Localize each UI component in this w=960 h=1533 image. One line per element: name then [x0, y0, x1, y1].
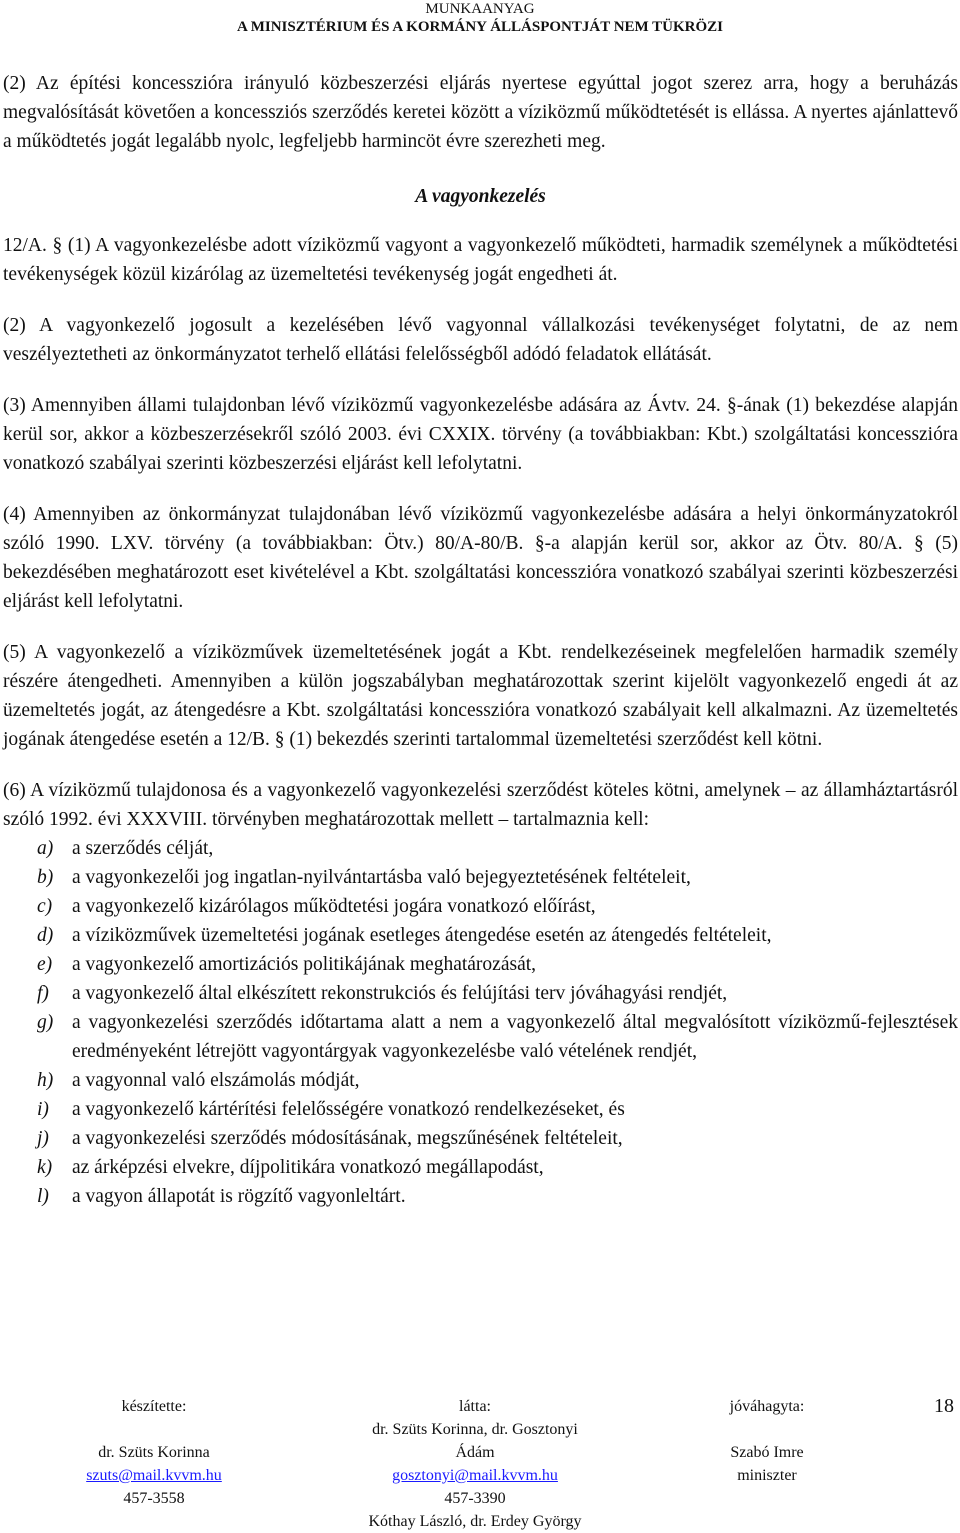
document-body: [3, 69, 958, 1211]
list-item-text: a vagyonkezelő kizárólagos működtetési jogára vonatkozó előírást,: [72, 896, 596, 917]
page-number: 18: [934, 1395, 954, 1417]
prepared-email-link[interactable]: szuts@mail.kvvm.hu: [86, 1467, 222, 1484]
list-item: [3, 979, 958, 1008]
list-item-label: a): [37, 838, 54, 859]
list-item-label: f): [37, 983, 49, 1004]
paragraph-12a-6: (6) A víziközmű tulajdonosa és a vagyonkezelő vagyonkezelési szerződést köteles kötni, amelynek – az államháztartásról szóló 1992. évi XXXVIII. törvényben meghatározottak mellett – tartalmaznia kell:: [3, 780, 958, 830]
approved-name: Szabó Imre: [730, 1444, 804, 1461]
list-item-text: a vagyonkezelő által elkészített rekonstrukciós és felújítási terv jóváhagyási rendjét,: [72, 983, 728, 1004]
prepared-phone: 457-3558: [123, 1490, 185, 1507]
list-item: [3, 950, 958, 979]
list-item-label: e): [37, 954, 53, 975]
header-draft-label: MUNKAANYAG: [425, 1, 535, 17]
list-item: [3, 892, 958, 921]
list-item-text: az árképzési elvekre, díjpolitikára vonatkozó megállapodást,: [72, 1157, 544, 1178]
prepared-title: készítette:: [121, 1398, 187, 1415]
reviewed-names-extra: Kóthay László, dr. Erdey György: [368, 1513, 582, 1530]
paragraph-12a-4: (4) Amennyiben az önkormányzat tulajdonában lévő víziközmű vagyonkezelésbe adására a helyi önkormányzatokról szóló 1990. LXV. törvény (a továbbiakban: Ötv.) 80/A-80/B. §-a alapján kerül sor, akkor az Ötv. 80/A. § (5) bekezdésében meghatározott eset kivételével a Kbt. szolgáltatási koncesszióra vonatkozó szabályai szerinti közbeszerzési eljárást kell lefolytatni.: [3, 504, 958, 612]
paragraph-12a-3: (3) Amennyiben állami tulajdonban lévő víziközmű vagyonkezelésbe adására az Ávtv. 24. §-ának (1) bekezdése alapján kerül sor, akkor a közbeszerzésekről szóló 2003. évi CXXIX. törvény (a továbbiakban: Kbt.) szolgáltatási koncesszióra vonatkozó szabályai szerinti közbeszerzési eljárást kell lefolytatni.: [3, 395, 958, 474]
list-item: [3, 863, 958, 892]
list-item-label: l): [37, 1186, 49, 1207]
list-item: [3, 1124, 958, 1153]
list-item-text: a szerződés célját,: [72, 838, 214, 859]
list-item-text: a vagyonkezelői jog ingatlan-nyilvántartásba való bejegyeztetésének feltételeit,: [72, 867, 691, 888]
list-item-label: h): [37, 1070, 54, 1091]
paragraph-12a-5: (5) A vagyonkezelő a víziközművek üzemeltetésének jogát a Kbt. rendelkezéseinek megfelelően harmadik személy részére átengedheti. Amennyiben a külön jogszabályban meghatározottak szerint kijelölt vagyonkezelő engedi át az üzemeltetés jogát, az átengedésre a Kbt. szolgáltatási koncesszióra vonatkozó szabályait kell alkalmazni. Az üzemeltetés jogának átengedése esetén a 12/B. § (1) bekezdés szerinti tartalommal üzemeltetési szerződést kell kötni.: [3, 642, 958, 750]
list-item-label: d): [37, 925, 54, 946]
list-item-label: j): [37, 1128, 49, 1149]
reviewed-phone: 457-3390: [444, 1490, 506, 1507]
header-disclaimer: A MINISZTÉRIUM ÉS A KORMÁNY ÁLLÁSPONTJÁT NEM TÜKRÖZI: [236, 19, 724, 35]
list-item-text: a vagyonkezelési szerződés módosításának, megszűnésének feltételeit,: [72, 1128, 623, 1149]
paragraph-intro: (2) Az építési koncesszióra irányuló közbeszerzési eljárás nyertese egyúttal jogot szerez arra, hogy a beruházás megvalósítását követően a koncessziós szerződés keretei között a víziközmű működtetését is ellássa. A nyertes ajánlattevő a működtetés jogát legalább nyolc, legfeljebb harmincöt évre szerezheti meg.: [3, 73, 958, 152]
reviewed-names-cont: Ádám: [455, 1444, 495, 1461]
list-item: [3, 834, 958, 863]
reviewed-email-link[interactable]: gosztonyi@mail.kvvm.hu: [392, 1467, 558, 1484]
document-header: [0, 0, 960, 36]
requirements-list: [3, 834, 958, 1211]
list-item-text: a vagyonkezelő kártérítési felelősségére vonatkozó rendelkezéseket, és: [72, 1099, 625, 1120]
list-item-label: g): [37, 1012, 54, 1033]
footer-prepared-by: [72, 1395, 236, 1510]
list-item-label: i): [37, 1099, 49, 1120]
list-item-text: a vagyonkezelő amortizációs politikájának meghatározását,: [72, 954, 537, 975]
footer-approved-by: [708, 1395, 826, 1487]
paragraph-12a-2: (2) A vagyonkezelő jogosult a kezelésében lévő vagyonnal vállalkozási tevékenységet folytatni, de az nem veszélyeztetheti az önkormányzatot terhelő ellátási felelősségből adódó feladatok ellátását.: [3, 315, 958, 365]
prepared-name: dr. Szüts Korinna: [98, 1444, 210, 1461]
footer-reviewed-by: [335, 1395, 615, 1533]
list-item: [3, 1182, 958, 1211]
list-item-text: a vagyonkezelési szerződés időtartama alatt a nem a vagyonkezelő által megvalósított víziközmű-fejlesztések eredményeként létrejött vagyontárgyak vagyonkezelésbe való vételének rendjét,: [72, 1012, 958, 1062]
approved-role: miniszter: [737, 1467, 797, 1484]
list-item-text: a vagyon állapotát is rögzítő vagyonleltárt.: [72, 1186, 406, 1207]
paragraph-12a-1: 12/A. § (1) A vagyonkezelésbe adott víziközmű vagyont a vagyonkezelő működteti, harmadik személynek a működtetési tevékenységek közül kizárólag az üzemeltetési tevékenység jogát engedheti át.: [3, 235, 958, 285]
list-item-label: k): [37, 1157, 53, 1178]
section-heading: A vagyonkezelés: [415, 186, 546, 207]
list-item: [3, 921, 958, 950]
list-item-text: a víziközművek üzemeltetési jogának esetleges átengedése esetén az átengedés feltételeit,: [72, 925, 772, 946]
reviewed-title: látta:: [459, 1398, 491, 1415]
list-item: [3, 1066, 958, 1095]
list-item: [3, 1095, 958, 1124]
list-item: [3, 1008, 958, 1066]
approved-title: jóváhagyta:: [729, 1398, 805, 1415]
list-item-text: a vagyonnal való elszámolás módját,: [72, 1070, 360, 1091]
reviewed-names: dr. Szüts Korinna, dr. Gosztonyi: [372, 1421, 578, 1438]
list-item-label: c): [37, 896, 53, 917]
list-item: [3, 1153, 958, 1182]
list-item-label: b): [37, 867, 54, 888]
